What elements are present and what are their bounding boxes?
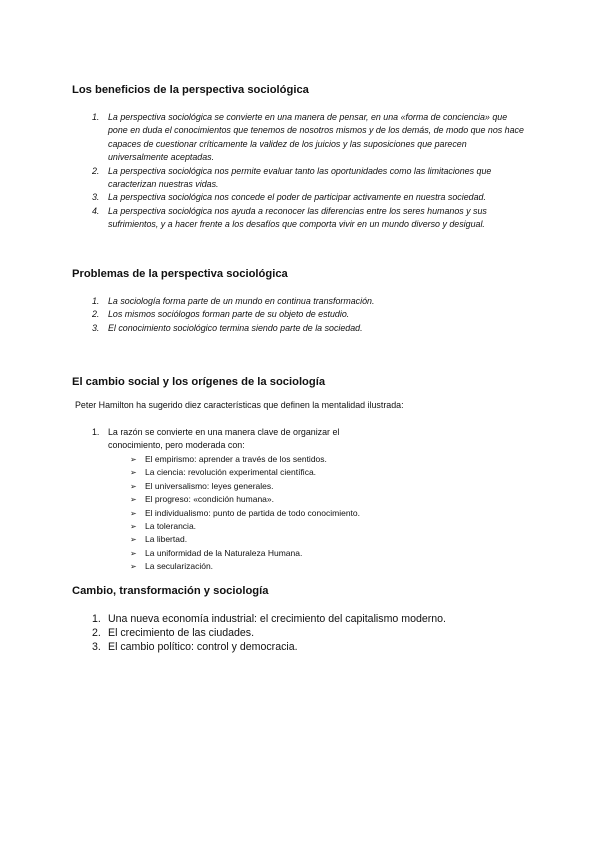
list-item <box>92 322 524 335</box>
list-item <box>92 165 524 192</box>
bullet-text: El individualismo: punto de partida de todo conocimiento. <box>145 507 360 518</box>
bullet-item <box>130 480 490 493</box>
bullet-item <box>130 520 490 533</box>
list-item-text: Una nueva economía industrial: el crecimiento del capitalismo moderno. <box>108 613 446 625</box>
bullet-text: El universalismo: leyes generales. <box>145 480 274 491</box>
list-number: 2. <box>92 165 100 176</box>
bullet-text: La ciencia: revolución experimental científica. <box>145 467 317 478</box>
list-item-text: La perspectiva sociológica se convierte en una manera de pensar, en una «forma de conciencia» que pone en duda el conocimientos que tenemos de nosotros mismos y de los demás, de modo que nos hace capaces de cuestionar críticamente la validez de los juicios y las suposiciones que parecen universalmente aceptadas. <box>108 112 524 163</box>
beneficios-list <box>92 111 524 232</box>
list-item <box>92 111 524 165</box>
bullet-item <box>130 493 490 506</box>
list-number: 1. <box>92 613 101 625</box>
arrow-bullet-icon: ➢ <box>130 562 137 572</box>
razon-list <box>92 426 362 453</box>
arrow-bullet-icon: ➢ <box>130 455 137 464</box>
arrow-bullet-icon: ➢ <box>130 535 137 545</box>
bullet-item <box>130 507 490 520</box>
arrow-bullet-icon: ➢ <box>130 548 137 558</box>
list-number: 1. <box>92 296 100 306</box>
section-heading-cambio-transformacion: Cambio, transformación y sociología <box>72 585 269 597</box>
list-number: 1. <box>92 112 100 122</box>
bullet-text: La libertad. <box>145 534 188 545</box>
list-item <box>92 191 524 204</box>
section-heading-cambio-social: El cambio social y los orígenes de la sociología <box>72 376 326 388</box>
list-item-text: La perspectiva sociológica nos concede el poder de participar activamente en nuestra sociedad. <box>108 192 486 203</box>
list-item-text: El cambio político: control y democracia. <box>108 641 298 653</box>
arrow-bullet-icon: ➢ <box>130 508 137 518</box>
list-item-text: La perspectiva sociológica nos ayuda a reconocer las diferencias entre los seres humanos y sus sufrimientos, y a hacer frente a los desafíos que comporta vivir en un mundo diverso y desigual. <box>108 205 487 230</box>
list-item <box>92 295 524 308</box>
list-item-text: La sociología forma parte de un mundo en continua transformación. <box>108 296 375 306</box>
bullet-text: La uniformidad de la Naturaleza Humana. <box>145 547 303 558</box>
list-number: 2. <box>92 627 101 639</box>
arrow-bullet-icon: ➢ <box>130 522 137 532</box>
list-item <box>92 426 362 453</box>
list-number: 3. <box>92 322 100 333</box>
bullet-text: La tolerancia. <box>145 521 197 532</box>
bullet-text: El progreso: «condición humana». <box>145 494 274 505</box>
list-item-text: La perspectiva sociológica nos permite evaluar tanto las oportunidades como las limitaciones que caracterizan nuestras vidas. <box>108 165 492 190</box>
cambio-list <box>92 612 532 654</box>
list-number: 2. <box>92 309 100 320</box>
list-number: 3. <box>92 192 100 203</box>
list-item-text: La razón se convierte en una manera clave de organizar el conocimiento, pero moderada con: <box>108 427 340 451</box>
problemas-list <box>92 295 524 335</box>
arrow-bullet-icon: ➢ <box>130 481 137 491</box>
list-item-text: El crecimiento de las ciudades. <box>108 627 255 639</box>
arrow-bullet-icon: ➢ <box>130 468 137 478</box>
list-number: 3. <box>92 641 101 653</box>
bullet-item <box>130 547 490 560</box>
mentalidad-bullet-list <box>130 453 490 574</box>
arrow-bullet-icon: ➢ <box>130 495 137 505</box>
bullet-item <box>130 560 490 573</box>
list-item-text: El conocimiento sociológico termina siendo parte de la sociedad. <box>108 322 363 333</box>
section-heading-problemas: Problemas de la perspectiva sociológica <box>72 268 288 280</box>
bullet-text: La secularización. <box>145 561 214 572</box>
bullet-item <box>130 453 490 466</box>
section-heading-beneficios: Los beneficios de la perspectiva sociológica <box>72 84 309 96</box>
list-item <box>92 626 532 640</box>
bullet-item <box>130 466 490 479</box>
list-number: 4. <box>92 205 100 216</box>
list-item <box>92 640 532 654</box>
intro-paragraph: Peter Hamilton ha sugerido diez características que definen la mentalidad ilustrada: <box>75 400 404 410</box>
bullet-item <box>130 533 490 546</box>
list-item <box>92 308 524 321</box>
list-item <box>92 205 524 232</box>
bullet-text: El empirismo: aprender a través de los sentidos. <box>145 454 327 464</box>
list-number: 1. <box>92 427 100 437</box>
list-item-text: Los mismos sociólogos forman parte de su objeto de estudio. <box>108 309 350 320</box>
list-item <box>92 612 532 626</box>
